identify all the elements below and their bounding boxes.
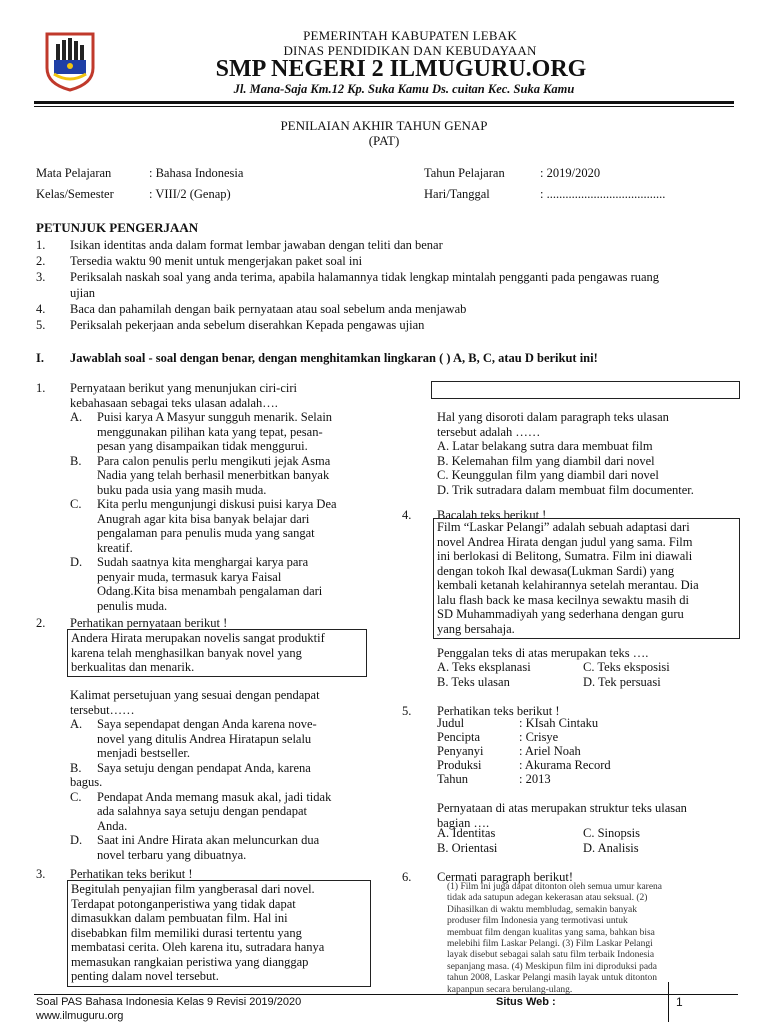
question-4-prompt: Penggalan teks di atas merupakan teks …. <box>437 646 649 660</box>
list-item: 5. Periksalah pekerjaan anda sebelum diserahkan Kepada pengawas ujian <box>36 318 425 332</box>
quote-box: Begitulah penyajian film yangberasal dari novel. Terdapat potonganperistiwa yang tidak dapat dimasukkan dalam pembuatan film. Hal ini disebabkan film memiliki durasi tertentu yang membatasi cerita. Oleh karena itu, sutradara hanya memasukan rangkaian peristiwa yang dianggap penting dalam novel tersebut. <box>67 880 371 987</box>
question-5-prompt: Pernyataan di atas merupakan struktur teks ulasan bagian …. <box>437 801 687 830</box>
hari-label: Hari/Tanggal <box>424 187 490 201</box>
option-c[interactable]: C. Kita perlu mengunjungi diskusi puisi karya Dea Anugrah agar kita bisa banyak belajar dari pengalaman para penulis muda yang sangat kreatif. <box>70 497 337 555</box>
table-row: Tahun : 2013 <box>437 772 551 786</box>
footer-situs-label: Situs Web : <box>496 996 556 1008</box>
option-b[interactable]: B. Teks ulasan <box>437 675 510 689</box>
exam-title: PENILAIAN AKHIR TAHUN GENAP <box>280 118 488 133</box>
page-number-divider <box>668 982 669 1022</box>
section-number: I. <box>36 351 44 365</box>
list-item: ujian <box>70 286 95 300</box>
option-a[interactable]: A. Identitas <box>437 826 496 840</box>
header-line-2: DINAS PENDIDIKAN DAN KEBUDAYAAN <box>283 43 537 58</box>
identity-table <box>437 716 737 786</box>
option-a[interactable]: A. Latar belakang sutra dara membuat film <box>437 439 653 453</box>
section-instruction: Jawablah soal - soal dengan benar, dengan menghitamkan lingkaran ( ) A, B, C, atau D berikut ini! <box>70 351 598 365</box>
petunjuk-title: PETUNJUK PENGERJAAN <box>36 220 199 235</box>
question-4-number: 4. <box>402 508 412 522</box>
footer-divider <box>34 994 738 995</box>
option-a[interactable]: A. Puisi karya A Masyur sungguh menarik. Selain menggunakan pilihan kata yang tepat, pesan- pesan yang disampaikan tidak menggurui. <box>70 410 333 453</box>
list-item: 1. Isikan identitas anda dalam format lembar jawaban dengan teliti dan benar <box>36 238 443 252</box>
option-b[interactable]: B. Kelemahan film yang diambil dari novel <box>437 453 655 468</box>
question-1: 1. Pernyataan berikut yang menunjukan ciri-ciri kebahasaan sebagai teks ulasan adalah…. A. Puisi karya A Masyur sungguh menarik. Selain menggunakan pilihan kata yang tepat, pesan- pesan yang disampaikan tidak menggurui. B. Para calon penulis perlu mengikuti jejak Asma Nadia yang telah berhasil menerbitkan banyak buku pada usia yang masih muda. C. Kita perlu mengunjungi diskusi puisi karya Dea Anugrah agar kita bisa banyak belajar dari pengalaman para penulis muda yang sangat kreatif. D. Sudah saatnya kita menghargai karya para penyair muda, termasuk karya Faisal Odang.Kita bisa menambah pengalaman dari penulis muda. <box>36 381 376 613</box>
list-item: 3. Periksalah naskah soal yang anda terima, apabila halamannya tidak lengkap mintalah pengganti pada pengawas ruang <box>36 270 660 284</box>
list-item: 2. Tersedia waktu 90 menit untuk mengerjakan paket soal ini <box>36 254 363 268</box>
question-6-number: 6. <box>402 870 412 884</box>
option-c[interactable]: C. Keunggulan film yang diambil dari novel <box>437 468 659 482</box>
table-row: Pencipta : Crisye <box>437 730 559 744</box>
mapel-value: : Bahasa Indonesia <box>149 166 244 180</box>
question-3-stem: Perhatikan teks berikut ! <box>70 867 193 881</box>
option-b[interactable]: B. Orientasi <box>437 841 498 855</box>
question-number: 1. <box>36 381 46 395</box>
option-a[interactable]: A. Saya sependapat dengan Anda karena nove- novel yang ditulis Andrea Hiratapun selalu menjadi bestseller. <box>70 717 317 760</box>
school-address: Jl. Mana-Saja Km.12 Kp. Suka Kamu Ds. cuitan Kec. Suka Kamu <box>233 82 575 96</box>
option-a[interactable]: A. Teks eksplanasi <box>437 660 531 674</box>
header-line-1: PEMERINTAH KABUPATEN LEBAK <box>303 28 517 43</box>
kelas-label: Kelas/Semester <box>36 187 114 201</box>
quote-box: Andera Hirata merupakan novelis sangat produktif karena telah menghasilkan banyak novel yang berkualitas dan menarik. <box>67 629 367 677</box>
option-c[interactable]: C. Teks eksposisi <box>583 660 670 674</box>
list-item: 4. Baca dan pahamilah dengan baik pernyataan atau soal sebelum anda menjawab <box>36 302 467 316</box>
exam-subtitle: (PAT) <box>368 133 400 148</box>
question-2-number: 2. <box>36 616 46 630</box>
petunjuk-list <box>36 238 736 334</box>
option-d[interactable]: D. Trik sutradara dalam membuat film documenter. <box>437 482 694 497</box>
hari-value: : ...................................... <box>540 187 666 201</box>
question-5-stem: Perhatikan teks berikut ! <box>437 704 560 718</box>
header-divider-thin <box>34 106 734 107</box>
table-row: Penyanyi : Ariel Noah <box>437 744 581 758</box>
option-b[interactable]: B. Saya setuju dengan pendapat Anda, karena <box>70 760 311 775</box>
question-5-number: 5. <box>402 704 412 718</box>
question-2-body: Kalimat persetujuan yang sesuai dengan pendapat tersebut…… A. Saya sependapat dengan Anda karena nove- novel yang ditulis Andrea Hiratapun selalu menjadi bestseller. B. Saya setuju dengan pendapat Anda, karena bagus. C. Pendapat Anda memang masuk akal, jadi tidak ada salahnya saya setuju dengan pendapat Anda. D. Saat ini Andre Hirata akan meluncurkan dua novel terbaru yang dibuatnya. <box>70 688 370 862</box>
blank-box <box>431 381 740 399</box>
page-number: 1 <box>676 995 683 1009</box>
table-row: Produksi : Akurama Record <box>437 758 611 772</box>
question-4-stem: Bacalah teks berikut ! <box>437 508 547 522</box>
option-d[interactable]: D. Saat ini Andre Hirata akan meluncurkan dua novel terbaru yang dibuatnya. <box>70 833 320 862</box>
question-3-continued: Hal yang disoroti dalam paragraph teks ulasan tersebut adalah …… A. Latar belakang sutra dara membuat film B. Kelemahan film yang diambil dari novel C. Keunggulan film yang diambil dari novel D. Trik sutradara dalam membuat film documenter. <box>437 410 742 497</box>
option-b[interactable]: B. Para calon penulis perlu mengikuti jejak Asma Nadia yang telah berhasil menerbitkan banyak buku pada usia yang masih muda. <box>70 453 331 497</box>
paragraph-text: (1) Film ini juga dapat ditonton oleh semua umur karena tidak ada satupun adegan kekerasan atau seksual. (2) Dihasilkan di waktu membludag, semakin banyak produser film Indonesia yang termotivasi untuk membuat film dengan kualitas yang sama, bahkan bisa melebihi film Laskar Pelangi. (3) Film Laskar Pelangi layak disebut sebagai salah satu film terbaik Indonesia sepanjang masa. (4) Meskipun film ini diproduksi pada tahun 2008, Laskar Pelangi masih layak untuk ditonton kapanpun secara berulang-ulang. <box>447 882 663 995</box>
footer-title: Soal PAS Bahasa Indonesia Kelas 9 Revisi 2019/2020 <box>36 996 302 1008</box>
question-6-stem: Cermati paragraph berikut! <box>437 870 574 884</box>
quote-box: Film “Laskar Pelangi” adalah sebuah adaptasi dari novel Andrea Hirata dengan judul yang sama. Film ini berlokasi di Belitong, Sumatra. Film ini diawali dengan tokoh Ikal dewasa(Lukman Sardi) yang kembali ketanah kelahirannya setelah merantau. Dia lalu flash back ke masa kecilnya sewaktu masih di SD Muhammadiyah yang sederhana dengan guru yang bersahaja. <box>433 518 740 639</box>
option-c[interactable]: C. Pendapat Anda memang masuk akal, jadi tidak ada salahnya saya setuju dengan pendapat Anda. <box>70 789 332 833</box>
tahun-label: Tahun Pelajaran <box>424 166 505 180</box>
header-divider <box>34 101 734 104</box>
option-c[interactable]: C. Sinopsis <box>583 826 640 840</box>
option-d[interactable]: D. Analisis <box>583 841 639 855</box>
tahun-value: : 2019/2020 <box>540 166 601 180</box>
question-3-number: 3. <box>36 867 46 881</box>
option-d[interactable]: D. Tek persuasi <box>583 675 661 689</box>
mapel-label: Mata Pelajaran <box>36 166 112 180</box>
footer-link[interactable]: www.ilmuguru.org <box>36 1010 124 1022</box>
option-d[interactable]: D. Sudah saatnya kita menghargai karya para penyair muda, termasuk karya Faisal Odang.Kita bisa menambah pengalaman dari penulis muda. <box>70 555 323 613</box>
school-name: SMP NEGERI 2 ILMUGURU.ORG <box>215 56 587 82</box>
question-2-stem: Perhatikan pernyataan berikut ! <box>70 616 228 630</box>
kelas-value: : VIII/2 (Genap) <box>149 187 231 201</box>
table-row: Judul : KIsah Cintaku <box>437 716 599 730</box>
